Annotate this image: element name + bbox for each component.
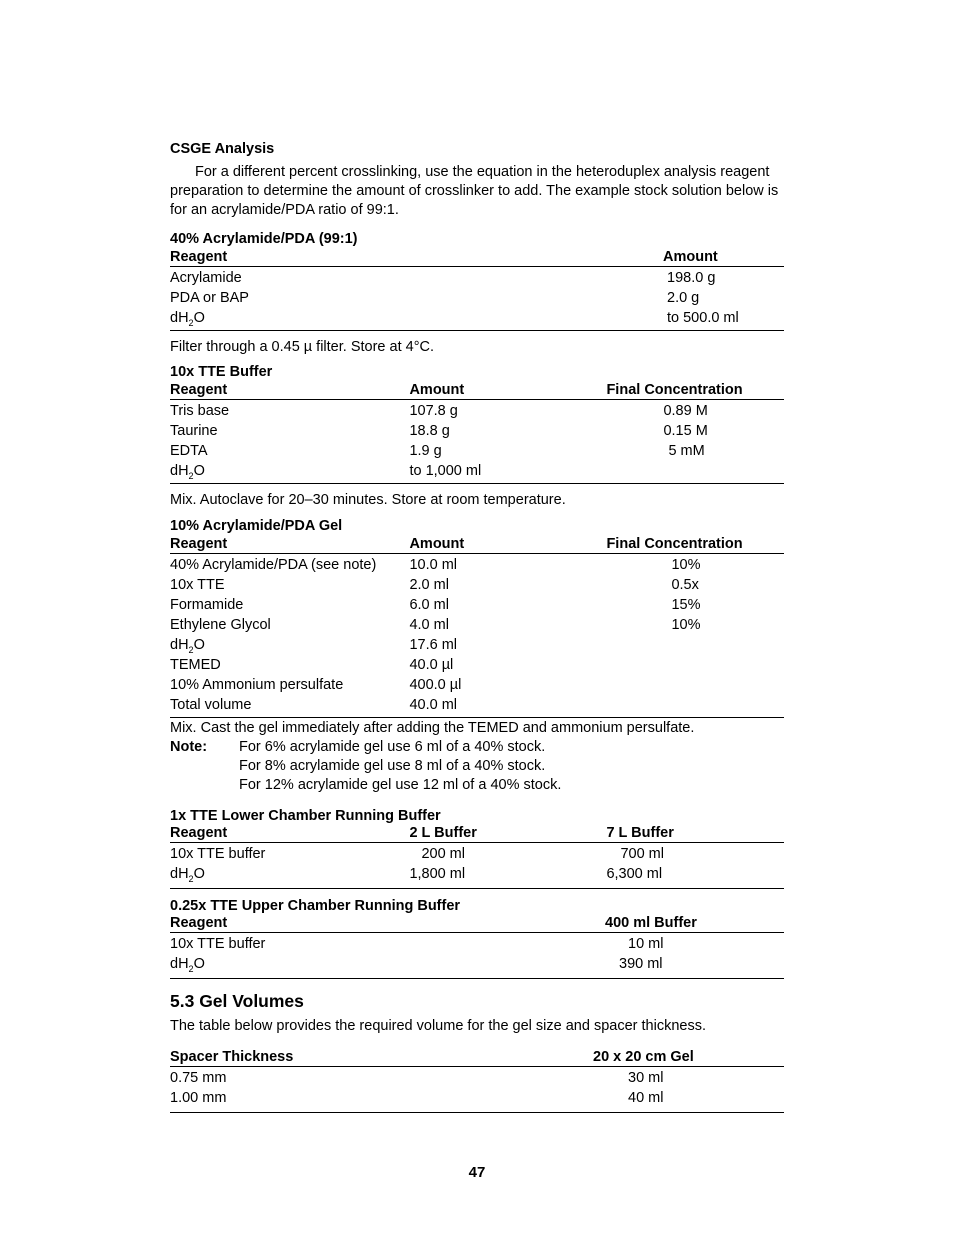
table-row — [170, 655, 784, 675]
table-cell: 40.0 µl — [409, 657, 454, 673]
table-row — [170, 843, 784, 865]
table-row — [170, 695, 784, 718]
table-cell: $dH_2O$ — [170, 864, 409, 889]
table-cell: 0.75 mm — [170, 1070, 227, 1086]
note-block — [170, 738, 784, 795]
table-caption: 10x TTE Buffer — [170, 364, 273, 380]
note-line: For 12% acrylamide gel use 12 ml of a 40% stock. — [239, 777, 562, 793]
intro-paragraph: For a different percent crosslinking, use the equation in the heteroduplex analysis reagent preparation to determine the amount of crosslinker to add. The example stock solution below is for an acrylamide/PDA ratio of 99:1. — [170, 164, 779, 218]
table-row — [170, 675, 784, 695]
column-header: Final Concentration — [606, 381, 784, 400]
table-cell: 5 mM — [668, 443, 705, 459]
table-cell: 200 ml — [421, 846, 465, 862]
table-cell: 40% Acrylamide/PDA (see note) — [170, 557, 377, 573]
table-cell: 2.0 g — [667, 290, 700, 306]
table-row — [170, 595, 784, 615]
gel-volume-table-block — [170, 1048, 784, 1113]
table-cell: 390 ml — [605, 954, 784, 979]
document-body — [170, 140, 784, 1113]
note-line: For 8% acrylamide gel use 8 ml of a 40% stock. — [239, 758, 546, 774]
gel-recipe-table — [170, 535, 784, 718]
lower-chamber-table-block — [170, 808, 784, 889]
column-header: Amount — [409, 381, 606, 400]
table-cell: 15% — [671, 597, 701, 613]
table-cell: 10% — [671, 617, 701, 633]
table-cell: 6.0 ml — [409, 597, 449, 613]
acrylamide-stock-table-block — [170, 230, 784, 357]
table-cell: 2.0 ml — [409, 577, 449, 593]
table-row — [170, 421, 784, 441]
table-cell — [606, 695, 784, 718]
table-footnote: Filter through a 0.45 µ filter. Store at 4°C. — [170, 339, 435, 355]
table-cell: 10x TTE buffer — [170, 936, 266, 952]
table-cell: Formamide — [170, 597, 244, 613]
table-cell: 40 ml — [593, 1088, 784, 1113]
column-header: 20 x 20 cm Gel — [593, 1048, 784, 1067]
table-row — [170, 864, 784, 889]
note-label: Note: — [170, 739, 208, 755]
table-cell: 10x TTE — [170, 577, 225, 593]
table-caption: 1x TTE Lower Chamber Running Buffer — [170, 808, 441, 824]
acrylamide-stock-table — [170, 248, 784, 331]
table-cell: 10 ml — [628, 936, 664, 952]
table-cell: $dH_2O$ — [170, 954, 605, 979]
gel-volume-table — [170, 1048, 784, 1113]
table-cell: 10% Ammonium persulfate — [170, 677, 344, 693]
table-cell: 1.9 g — [409, 443, 442, 459]
table-cell: TEMED — [170, 657, 221, 673]
table-cell: 700 ml — [620, 846, 664, 862]
table-cell: 0.5x — [671, 577, 699, 593]
table-cell: Ethylene Glycol — [170, 617, 271, 633]
table-cell: 40.0 ml — [409, 695, 606, 718]
column-header: Amount — [663, 248, 784, 267]
table-cell: Taurine — [170, 423, 218, 439]
table-cell: 30 ml — [628, 1070, 664, 1086]
table-cell — [606, 675, 784, 695]
lower-chamber-table — [170, 824, 784, 889]
table-cell: 1,800 ml — [409, 864, 606, 889]
table-footnote: Mix. Cast the gel immediately after adding the TEMED and ammonium persulfate. — [170, 720, 695, 736]
table-cell: Acrylamide — [170, 270, 242, 286]
section-heading: 5.3 Gel Volumes — [170, 991, 304, 1011]
column-header: Spacer Thickness — [170, 1048, 593, 1067]
table-caption: 10% Acrylamide/PDA Gel — [170, 518, 343, 534]
table-cell: PDA or BAP — [170, 290, 249, 306]
column-header: Reagent — [170, 914, 605, 933]
table-row — [170, 400, 784, 422]
column-header: Final Concentration — [606, 535, 784, 554]
tte-buffer-table — [170, 381, 784, 484]
section-title: CSGE Analysis — [170, 141, 275, 157]
table-cell — [606, 635, 784, 655]
tte-buffer-table-block — [170, 363, 784, 510]
column-header: 2 L Buffer — [409, 824, 606, 843]
table-cell — [606, 655, 784, 675]
table-cell: 0.89 M — [663, 403, 708, 419]
table-cell: EDTA — [170, 443, 208, 459]
table-cell: $dH_2O$ — [170, 308, 663, 331]
column-header: 7 L Buffer — [606, 824, 784, 843]
table-cell: 0.15 M — [663, 423, 708, 439]
table-cell: 10.0 ml — [409, 557, 458, 573]
table-cell: to 1,000 ml — [409, 461, 606, 484]
table-cell: 6,300 ml — [606, 864, 784, 889]
note-lines — [239, 738, 561, 795]
table-row — [170, 441, 784, 461]
note-line: For 6% acrylamide gel use 6 ml of a 40% stock. — [239, 739, 546, 755]
table-cell: 17.6 ml — [409, 637, 458, 653]
table-caption: 0.25x TTE Upper Chamber Running Buffer — [170, 898, 461, 914]
table-row — [170, 308, 784, 331]
table-row — [170, 954, 784, 979]
table-cell: 4.0 ml — [409, 617, 449, 633]
table-row — [170, 615, 784, 635]
column-header: Reagent — [170, 535, 409, 554]
table-cell: 10x TTE buffer — [170, 846, 266, 862]
gel-recipe-table-block — [170, 517, 784, 795]
upper-chamber-table — [170, 914, 784, 979]
table-cell: 198.0 g — [667, 270, 716, 286]
table-caption: 40% Acrylamide/PDA (99:1) — [170, 231, 358, 247]
table-cell: Total volume — [170, 695, 409, 718]
table-cell: Tris base — [170, 403, 230, 419]
table-row — [170, 635, 784, 655]
table-cell: 400.0 µl — [409, 677, 462, 693]
table-row — [170, 933, 784, 955]
table-row — [170, 267, 784, 289]
table-row — [170, 1067, 784, 1089]
table-cell: 18.8 g — [409, 423, 450, 439]
table-cell: 10% — [671, 557, 701, 573]
table-row — [170, 1088, 784, 1113]
column-header: Amount — [409, 535, 606, 554]
table-cell: to 500.0 ml — [663, 308, 784, 331]
table-cell — [606, 461, 784, 484]
table-row — [170, 575, 784, 595]
table-cell: 1.00 mm — [170, 1088, 593, 1113]
page-number: 47 — [468, 1164, 486, 1181]
section-paragraph: The table below provides the required volume for the gel size and spacer thickness. — [170, 1018, 706, 1034]
table-cell: $dH_2O$ — [170, 461, 409, 484]
table-row — [170, 288, 784, 308]
table-cell: 107.8 g — [409, 403, 458, 419]
column-header: Reagent — [170, 381, 409, 400]
upper-chamber-table-block — [170, 898, 784, 979]
column-header: 400 ml Buffer — [605, 914, 784, 933]
column-header: Reagent — [170, 248, 663, 267]
table-row — [170, 554, 784, 576]
column-header: Reagent — [170, 824, 409, 843]
table-cell: $dH_2O$ — [170, 637, 205, 655]
table-row — [170, 461, 784, 484]
table-footnote: Mix. Autoclave for 20–30 minutes. Store at room temperature. — [170, 492, 566, 508]
